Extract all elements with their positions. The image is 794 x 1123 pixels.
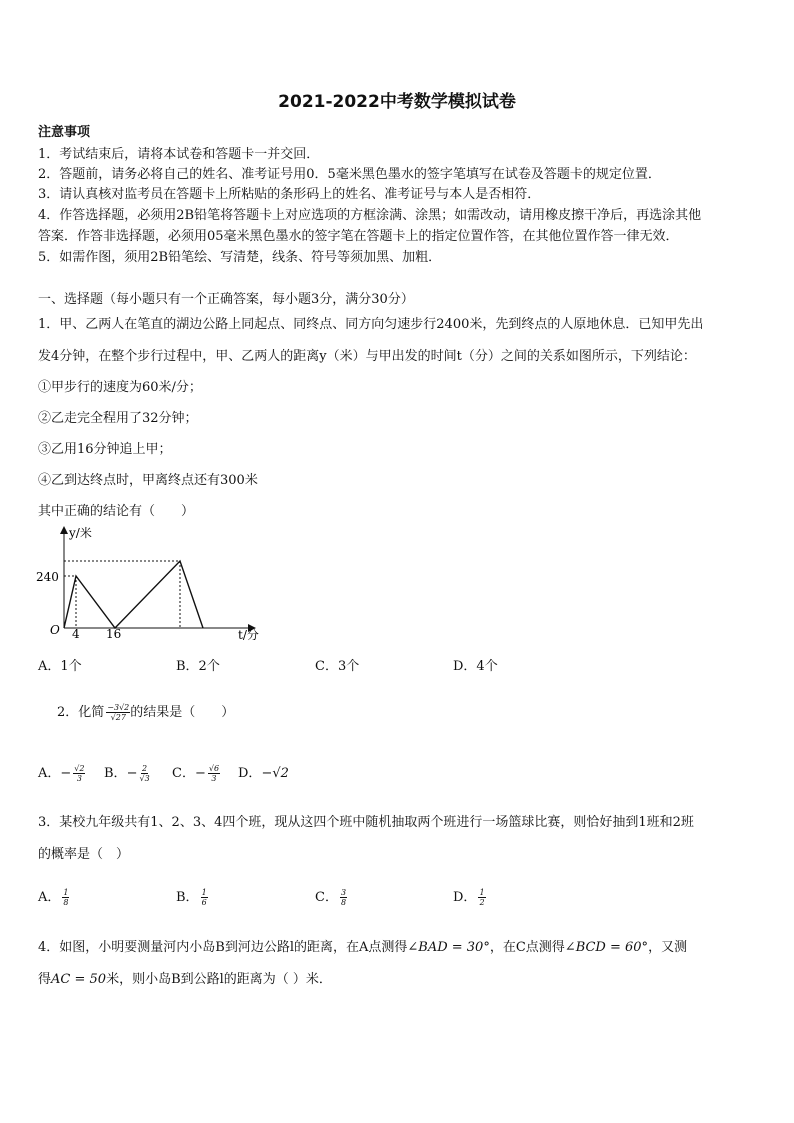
q2-option-c — [172, 762, 220, 783]
fraction-num: 1 — [479, 888, 485, 897]
q4-text: 米，则小岛B到公路l的距离为（ ）米． — [106, 972, 332, 987]
notice-item: 5．如需作图，须用2B铅笔绘、写清楚，线条、符号等须加黑、加粗． — [38, 250, 442, 265]
q4-text: ，又测 — [648, 940, 688, 955]
option-sign: − — [126, 766, 138, 781]
option-label: C． — [315, 890, 338, 905]
q4-line2 — [38, 968, 332, 987]
q3-option-c — [315, 886, 347, 907]
fraction-num: 3 — [340, 888, 347, 897]
option-sign: − — [60, 766, 72, 781]
option-fraction — [208, 764, 220, 783]
q1-line2: 发4分钟，在整个步行过程中，甲、乙两人的距离y（米）与甲出发的时间t（分）之间的关系如图所示，下列结论： — [38, 349, 696, 364]
x-axis-label: t/分 — [238, 628, 259, 642]
fraction-den: √3 — [139, 774, 150, 783]
notice-item: 2．答题前，请务必将自己的姓名、准考证号用0．5毫米黑色墨水的签字笔填写在试卷及答题卡的规定位置． — [38, 167, 661, 182]
x-tick-16: 16 — [106, 627, 122, 641]
q1-option-a: A．1个 — [38, 659, 82, 674]
q2-fraction-den: √27 — [110, 713, 126, 722]
notice-heading: 注意事项 — [38, 125, 91, 140]
option-label: C． — [172, 766, 195, 781]
q3-line2: 的概率是（ ） — [38, 847, 130, 862]
option-label: A． — [38, 890, 61, 905]
q3-line1: 3．某校九年级共有1、2、3、4四个班，现从这四个班中随机抽取两个班进行一场篮球比赛，则恰好抽到1班和2班 — [38, 815, 694, 830]
q4-text: 4．如图，小明要测量河内小岛B到河边公路l的距离，在A点测得 — [38, 940, 408, 955]
q1-statement-1: ①甲步行的速度为60米/分； — [38, 380, 202, 395]
x-tick-4: 4 — [72, 627, 80, 641]
fraction-den: 3 — [211, 774, 217, 783]
q3-option-b — [176, 886, 208, 907]
q1-option-c: C．3个 — [315, 659, 360, 674]
notice-item: 3．请认真核对监考员在答题卡上所粘贴的条形码上的姓名、准考证号与本人是否相符． — [38, 187, 541, 202]
q4-line1 — [38, 936, 687, 955]
q2-fraction-num: −3√2 — [107, 703, 130, 712]
fraction-den: 3 — [76, 774, 82, 783]
y-axis-label: y/米 — [69, 526, 92, 540]
q2-fraction — [106, 703, 130, 722]
option-value: −√2 — [261, 766, 289, 781]
fraction-num: 1 — [201, 888, 207, 897]
option-label: D． — [453, 890, 477, 905]
origin-label: O — [50, 623, 60, 637]
q2-prefix: 2．化简 — [57, 705, 105, 720]
distance-line — [64, 561, 203, 628]
section-heading: 一、选择题（每小题只有一个正确答案，每小题3分，满分30分） — [38, 292, 414, 307]
notice-item: 1．考试结束后，请将本试卷和答题卡一并交回． — [38, 147, 320, 162]
fraction-num: 2 — [142, 764, 148, 773]
y-axis-arrow — [60, 526, 68, 534]
option-label: B． — [176, 890, 199, 905]
q4-ac: AC = 50 — [51, 972, 107, 987]
option-fraction — [73, 764, 85, 783]
fraction-num: 1 — [63, 888, 69, 897]
q4-text: 得 — [38, 972, 52, 987]
q1-option-d: D．4个 — [453, 659, 498, 674]
q4-angle-bcd: ∠BCD = 60° — [564, 940, 649, 955]
option-label: B． — [104, 766, 127, 781]
option-fraction — [201, 888, 208, 907]
q1-graph — [30, 520, 280, 645]
fraction-den: 8 — [63, 898, 69, 907]
option-fraction — [340, 888, 347, 907]
q1-statement-3: ③乙用16分钟追上甲； — [38, 442, 172, 457]
q3-option-a — [38, 886, 69, 907]
fraction-den: 6 — [201, 898, 207, 907]
q2-option-a — [38, 762, 85, 783]
q4-angle-bad: ∠BAD = 30° — [407, 940, 490, 955]
q2-option-b — [104, 762, 150, 783]
option-label: D． — [238, 766, 262, 781]
q2-option-d — [238, 762, 289, 781]
q1-option-b: B．2个 — [176, 659, 220, 674]
q4-text: ，在C点测得 — [489, 940, 565, 955]
fraction-den: 8 — [340, 898, 347, 907]
option-fraction — [478, 888, 485, 907]
q2-suffix: 的结果是（ ） — [130, 705, 235, 720]
notice-item: 4．作答选择题，必须用2B铅笔将答题卡上对应选项的方框涂满、涂黑；如需改动，请用橡皮擦干净后，再选涂其他 — [38, 208, 702, 223]
page-title: 2021-2022中考数学模拟试卷 — [278, 92, 516, 112]
fraction-num: √2 — [74, 764, 85, 773]
fraction-den: 2 — [479, 898, 485, 907]
notice-item: 答案．作答非选择题，必须用05毫米黑色墨水的签字笔在答题卡上的指定位置作答，在其他位置作答一律无效． — [38, 229, 679, 244]
option-label: A． — [38, 766, 61, 781]
fraction-num: √6 — [208, 764, 220, 773]
q1-ask: 其中正确的结论有（ ） — [38, 504, 195, 519]
q1-statement-4: ④乙到达终点时，甲离终点还有300米 — [38, 473, 258, 488]
option-fraction — [139, 764, 149, 783]
q2-stem — [57, 701, 234, 722]
y-tick-240: 240 — [36, 570, 59, 584]
q1-statement-2: ②乙走完全程用了32分钟； — [38, 411, 198, 426]
option-fraction — [62, 888, 69, 907]
option-sign: − — [194, 766, 206, 781]
q3-option-d — [453, 886, 486, 907]
q1-line1: 1．甲、乙两人在笔直的湖边公路上同起点、同终点、同方向匀速步行2400米，先到终点的人原地休息．已知甲先出 — [38, 317, 704, 332]
